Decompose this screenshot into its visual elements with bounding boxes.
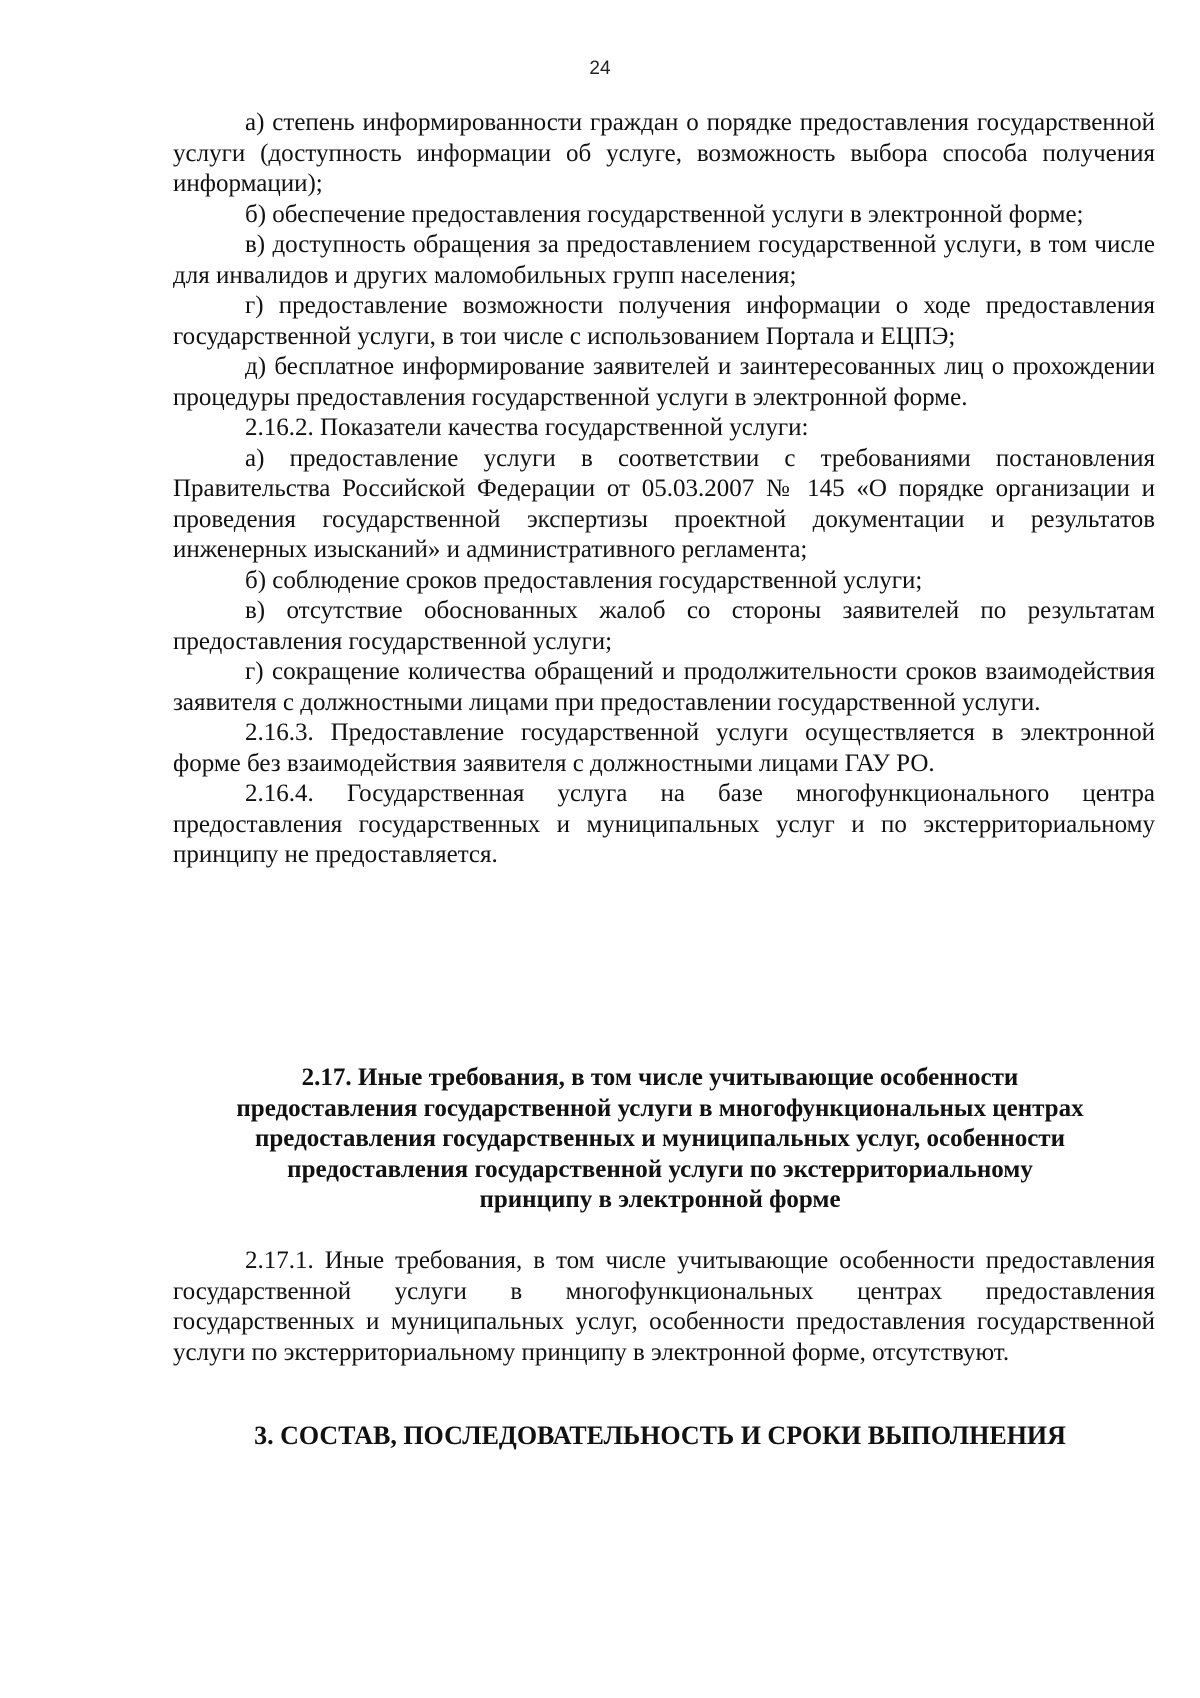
section-3-heading: 3. СОСТАВ, ПОСЛЕДОВАТЕЛЬНОСТЬ И СРОКИ ВЫПОЛНЕНИЯ [254, 1421, 1066, 1450]
paragraph-2-16-1-b: б) обеспечение предоставления государственной услуги в электронной форме; [245, 200, 1084, 228]
paragraph-2-16-4: 2.16.4. Государственная услуга на базе многофункционального центра предоставления государственных и муниципальных услуг и по экстерриториальному принципу не предоставляется. [173, 780, 1155, 868]
paragraph-2-16-1-d: д) бесплатное информирование заявителей и заинтересованных лиц о прохождении процедуры предоставления государственной услуги в электронной форме. [173, 353, 1155, 411]
page-number: 24 [589, 58, 611, 79]
section-2-17-heading [160, 1063, 1160, 1216]
paragraph-2-16-1-g: г) предоставление возможности получения информации о ходе предоставления государственной услуги, в тои числе с использованием Портала и ЕЦПЭ; [173, 292, 1155, 350]
heading-line: принципу в электронной форме [479, 1186, 841, 1213]
paragraph-2-16-3: 2.16.3. Предоставление государственной услуги осуществляется в электронной форме без взаимодействия заявителя с должностными лицами ГАУ РО. [173, 719, 1155, 777]
paragraph-2-16-2-v: в) отсутствие обоснованных жалоб со стороны заявителей по результатам предоставления государственной услуги; [173, 597, 1155, 655]
paragraph-2-16-1-a: а) степень информированности граждан о порядке предоставления государственной услуги (доступность информации об услуге, возможность выбора способа получения информации); [173, 109, 1155, 197]
heading-line: предоставления государственной услуги в многофункциональных центрах [236, 1094, 1084, 1122]
heading-line: предоставления государственных и муниципальных услуг, особенности [255, 1125, 1065, 1152]
paragraph-2-16-2-a: а) предоставление услуги в соответствии с требованиями постановления Правительства Российской Федерации от 05.03.2007 № 145 «О порядке организации и проведения государственной экспертизы проектной документации и результатов инженерных изысканий» и административного регламента; [173, 444, 1155, 563]
section-2-16-text [173, 108, 1155, 871]
paragraph-2-17-1: 2.17.1. Иные требования, в том числе учитывающие особенности предоставления государственной услуги в многофункциональных центрах предоставления государственных и муниципальных услуг, особенности предоставления государственной услуги по экстерриториальному принципу в электронной форме, отсутствуют. [173, 1247, 1155, 1366]
heading-line: предоставления государственной услуги по экстерриториальному [287, 1155, 1033, 1183]
paragraph-2-16-2-b: б) соблюдение сроков предоставления государственной услуги; [245, 566, 923, 594]
paragraph-2-16-1-v: в) доступность обращения за предоставлением государственной услуги, в том числе для инвалидов и других маломобильных групп населения; [173, 231, 1155, 289]
paragraph-2-16-2-g: г) сокращение количества обращений и продолжительности сроков взаимодействия заявителя с должностными лицами при предоставлении государственной услуги. [173, 658, 1155, 716]
heading-line: 2.17. Иные требования, в том числе учитывающие особенности [301, 1064, 1019, 1091]
paragraph-2-16-2: 2.16.2. Показатели качества государственной услуги: [245, 414, 809, 441]
section-2-17-text [173, 1246, 1155, 1368]
